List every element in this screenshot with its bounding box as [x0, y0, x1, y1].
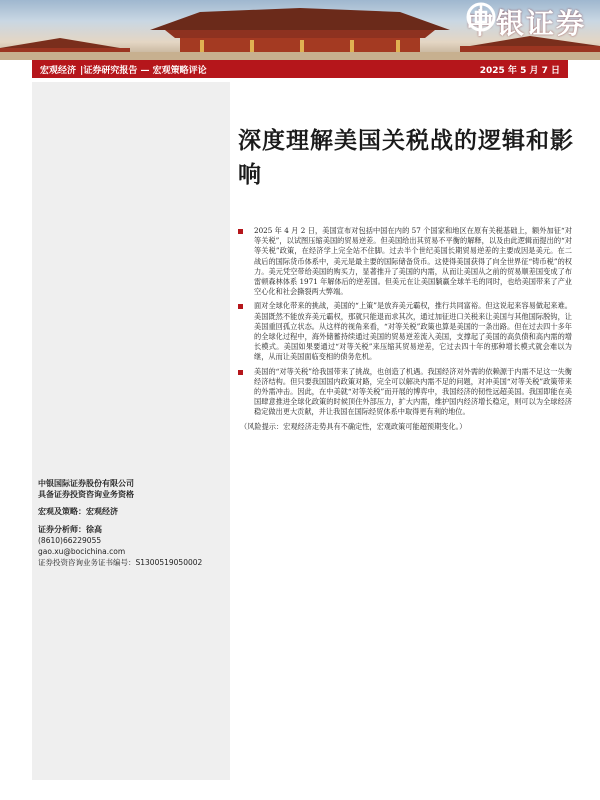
company-info [38, 478, 134, 500]
summary-bullet [236, 301, 572, 362]
report-date: 2025 年 5 月 7 日 [479, 65, 560, 76]
company-qualification: 具备证券投资咨询业务资格 [38, 490, 134, 499]
analyst-email[interactable]: gao.xu@bocichina.com [38, 547, 126, 556]
risk-note: （风险提示：宏观经济走势具有不确定性，宏观政策可能超预期变化。） [240, 421, 467, 431]
breadcrumb-item: 证券研究报告 — 宏观策略评论 [83, 65, 207, 76]
bullet-square-icon [238, 304, 243, 309]
sidebar-panel [32, 82, 230, 780]
brand-name: 中银证券 [465, 7, 586, 40]
analyst-license: 证券投资咨询业务证书编号：S1300519050002 [38, 558, 203, 567]
bullet-text: 美国的“对等关税”给我国带来了挑战，也创造了机遇。我国经济对外需的依赖源于内需不足这一失衡经济结构。但只要我国国内政策对路，完全可以解决内需不足的问题，对冲美国“对等关税”政策带来的外需冲击。因此，在中美就“对等关税”而开展的博弈中，我国经济的韧性远超美国。我国即能在美国肆意推进全球化政策的时候顶住外部压力，扩大内需，维护国内经济增长稳定，则可以为全球经济稳定做出更大贡献，并让我国在国际经贸体系中取得更有利的地位。 [254, 366, 572, 417]
report-title: 深度理解美国关税战的逻辑和影响 [238, 127, 574, 188]
analyst-phone: (8610)66229055 [38, 536, 102, 545]
bullet-text: 2025 年 4 月 2 日，美国宣布对包括中国在内的 57 个国家和地区在原有关税基础上，额外加征“对等关税”，以试图压缩美国的贸易逆差。但美国给出其贸易不平衡的解释，以及由此逻辑而提出的“对等关税”政策，在经济学上完全站不住脚。过去半个世纪美国长期贸易逆差的主要成因是美元。在二战后的国际货币体系中，美元是最主要的国际储备货币。这使得美国获得了向全世界征“铸币税”的权力。美元凭空带给美国的购买力，显著推升了美国的内需，从而让美国从之前的贸易顺差国变成了布雷顿森林体系 1971 年解体后的逆差国。但美元在让美国躺赢全球羊毛的同时，也给美国带来了产业空心化和社会撕裂两大弊端。 [254, 226, 572, 297]
summary-bullet [236, 226, 572, 297]
report-header-bar [32, 60, 568, 78]
summary-body [236, 226, 572, 432]
brand-logo [466, 2, 586, 42]
company-name: 中银国际证券股份有限公司 [38, 479, 134, 488]
bullet-square-icon [238, 229, 243, 234]
summary-bullet [236, 367, 572, 418]
breadcrumb-item: 宏观经济 [40, 65, 77, 76]
bullet-square-icon [238, 370, 243, 375]
bullet-text: 面对全球化带来的挑战，美国的“上策”是放弃美元霸权，推行共同富裕。但这说起来容易做起来难。美国既然不能放弃美元霸权，那就只能退而求其次，通过加征进口关税来让美国与其他国际脱钩，让美国重回孤立状态。从这样的视角来看，“对等关税”政策也算是美国的一条出路。但在过去四十多年的全球化过程中，海外储蓄持续通过美国的贸易逆差流入美国，支撑起了美国的高负债和高内需的增长模式。美国如果要通过“对等关税”来压缩其贸易逆差，它过去四十年的那种增长模式就会难以为继，从而让美国面临变相的债务危机。 [254, 301, 572, 362]
breadcrumb-separator: | [80, 65, 84, 76]
breadcrumb [40, 63, 207, 76]
strategy-category: 宏观及策略：宏观经济 [38, 507, 118, 516]
header-banner [0, 0, 600, 60]
analyst-name: 证券分析师：徐高 [38, 525, 102, 534]
boc-coin-icon [466, 2, 496, 32]
analyst-info [38, 524, 202, 568]
